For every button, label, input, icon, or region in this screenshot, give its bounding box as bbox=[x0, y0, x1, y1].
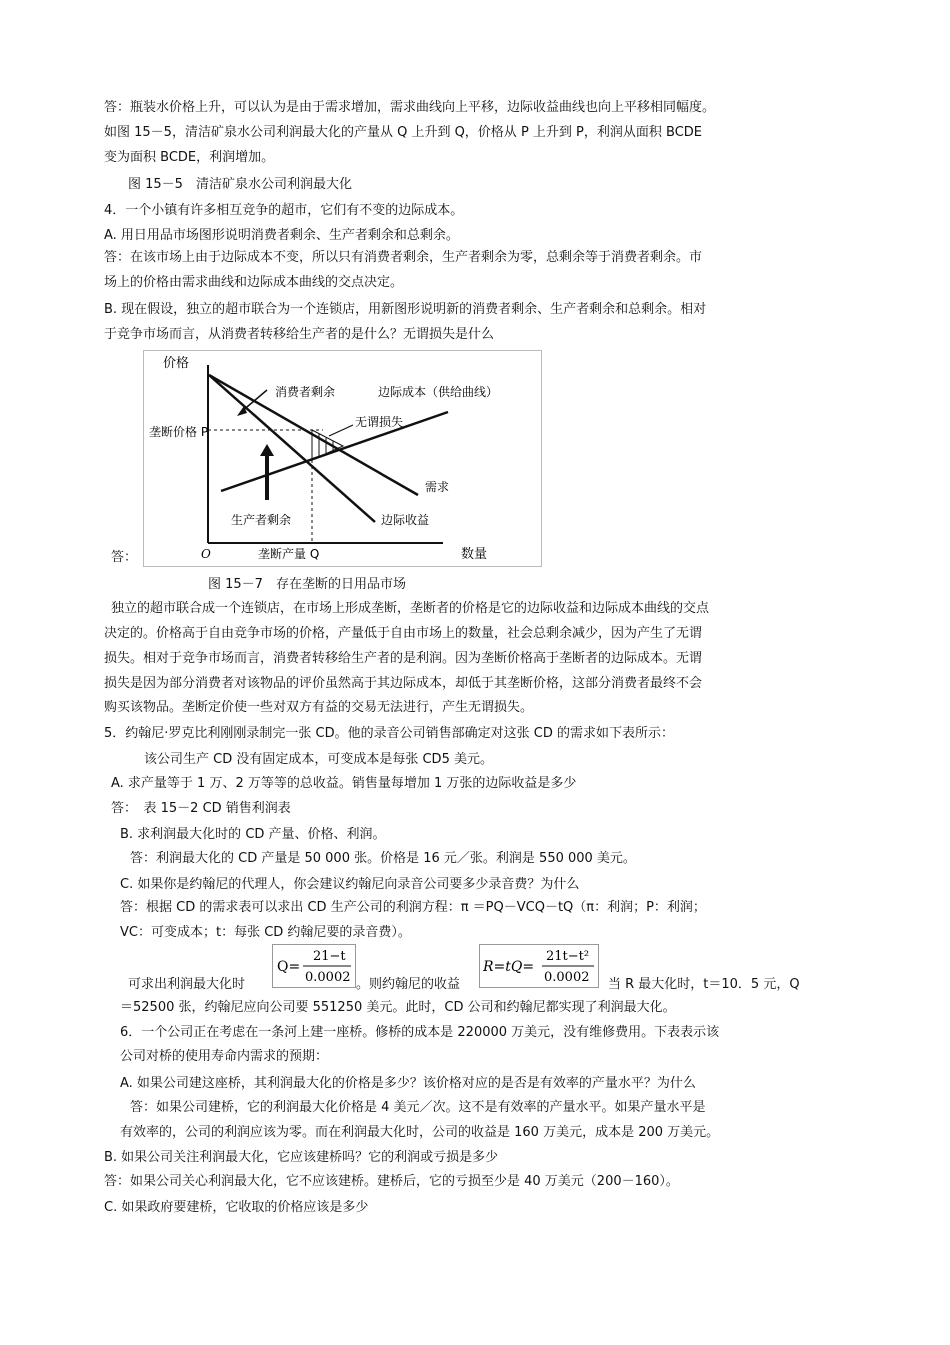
text-line: 。则约翰尼的收益 bbox=[356, 977, 461, 992]
deadweight-loss-label: 无谓损失 bbox=[355, 415, 404, 429]
text-line: 如图 15－5，清洁矿泉水公司利润最大化的产量从 Q 上升到 Q，价格从 P 上升到 P，利润从面积 BCDE bbox=[104, 125, 703, 140]
quantity-formula bbox=[272, 944, 356, 988]
text-line: B. 如果公司关注利润最大化，它应该建桥吗？它的利润或亏损是多少 bbox=[104, 1150, 499, 1165]
text-line: 答：根据 CD 的需求表可以求出 CD 生产公司的利润方程：π ＝PQ－VCQ－tQ（π：利润；P：利润； bbox=[120, 900, 706, 915]
formula-numerator: 21−t bbox=[313, 949, 346, 964]
monopoly-quantity-label: 垄断产量 Q bbox=[258, 547, 320, 561]
text-line: 损失是因为部分消费者对该物品的评价虽然高于其边际成本，却低于其垄断价格，这部分消费者最终不会 bbox=[104, 676, 703, 691]
text-line: B. 现在假设，独立的超市联合为一个连锁店，用新图形说明新的消费者剩余、生产者剩余和总剩余。相对 bbox=[104, 302, 707, 317]
formula-numerator: 21t−t² bbox=[546, 949, 590, 964]
text-line: 可求出利润最大化时 bbox=[128, 977, 246, 992]
figure-border bbox=[144, 351, 542, 567]
question-heading: 5．约翰尼·罗克比利刚刚录制完一张 CD。他的录音公司销售部确定对这张 CD 的需求如下表所示： bbox=[104, 726, 674, 741]
text-line: 损失。相对于竞争市场而言，消费者转移给生产者的是利润。因为垄断价格高于垄断者的边际成本。无谓 bbox=[104, 651, 703, 666]
text-line: A. 用日用品市场图形说明消费者剩余、生产者剩余和总剩余。 bbox=[104, 228, 459, 243]
y-axis-label: 价格 bbox=[163, 356, 190, 371]
producer-surplus-label: 生产者剩余 bbox=[231, 513, 292, 527]
text-line: 独立的超市联合成一个连锁店，在市场上形成垄断，垄断者的价格是它的边际收益和边际成本曲线的交点 bbox=[111, 601, 710, 616]
answer-label: 答： bbox=[111, 550, 138, 565]
text-line: 决定的。价格高于自由竞争市场的价格，产量低于自由市场上的数量，社会总剩余减少，因为产生了无谓 bbox=[104, 626, 703, 641]
text-line: 公司对桥的使用寿命内需求的预期： bbox=[120, 1049, 329, 1064]
text-line: 于竞争市场而言，从消费者转移给生产者的是什么？无谓损失是什么 bbox=[104, 327, 495, 342]
formula-denominator: 0.0002 bbox=[544, 970, 590, 985]
text-line: 答：在该市场上由于边际成本不变，所以只有消费者剩余，生产者剩余为零，总剩余等于消费者剩余。市 bbox=[104, 250, 703, 265]
text-line: ＝52500 张，约翰尼应向公司要 551250 美元。此时，CD 公司和约翰尼都实现了利润最大化。 bbox=[120, 1000, 676, 1015]
text-line: 答：如果公司建桥，它的利润最大化价格是 4 美元／次。这不是有效率的产量水平。如果产量水平是 bbox=[130, 1100, 706, 1115]
text-line: 答： 表 15－2 CD 销售利润表 bbox=[111, 801, 291, 816]
text-line: C. 如果政府要建桥，它收取的价格应该是多少 bbox=[104, 1200, 369, 1215]
text-line: 变为面积 BCDE，利润增加。 bbox=[104, 150, 275, 165]
text-line: B. 求利润最大化时的 CD 产量、价格、利润。 bbox=[120, 827, 386, 842]
monopoly-market-figure bbox=[143, 350, 543, 568]
revenue-formula bbox=[479, 944, 599, 988]
text-line: 答：瓶装水价格上升，可以认为是由于需求增加，需求曲线向上平移，边际收益曲线也向上平移相同幅度。 bbox=[104, 100, 716, 115]
text-line: 场上的价格由需求曲线和边际成本曲线的交点决定。 bbox=[104, 275, 404, 290]
figure-caption: 图 15－7 存在垄断的日用品市场 bbox=[208, 577, 406, 592]
text-line: 有效率的，公司的利润应该为零。而在利润最大化时，公司的收益是 160 万美元，成本是 200 万美元。 bbox=[120, 1125, 720, 1140]
text-line: 答：如果公司关心利润最大化，它不应该建桥。建桥后，它的亏损至少是 40 万美元（200－160）。 bbox=[104, 1174, 679, 1189]
text-line: 答：利润最大化的 CD 产量是 50 000 张。价格是 16 元／张。利润是 550 000 美元。 bbox=[130, 851, 636, 866]
marginal-revenue-label: 边际收益 bbox=[381, 513, 430, 527]
origin-label: O bbox=[201, 547, 211, 561]
consumer-surplus-label: 消费者剩余 bbox=[275, 385, 336, 399]
formula-denominator: 0.0002 bbox=[305, 970, 351, 985]
formula-lhs: R=tQ= bbox=[483, 959, 535, 975]
text-line: 购买该物品。垄断定价使一些对双方有益的交易无法进行，产生无谓损失。 bbox=[104, 700, 534, 715]
monopoly-price-label: 垄断价格 P bbox=[149, 425, 209, 439]
text-line: 该公司生产 CD 没有固定成本，可变成本是每张 CD5 美元。 bbox=[144, 752, 493, 767]
text-line: A. 求产量等于 1 万、2 万等等的总收益。销售量每增加 1 万张的边际收益是多少 bbox=[111, 776, 577, 791]
text-line: VC：可变成本；t：每张 CD 约翰尼要的录音费）。 bbox=[120, 925, 411, 940]
demand-label: 需求 bbox=[425, 480, 450, 494]
question-heading: 6．一个公司正在考虑在一条河上建一座桥。修桥的成本是 220000 万美元，没有维修费用。下表表示该 bbox=[120, 1025, 720, 1040]
figure-caption: 图 15－5 清洁矿泉水公司利润最大化 bbox=[128, 177, 352, 192]
question-heading: 4．一个小镇有许多相互竞争的超市，它们有不变的边际成本。 bbox=[104, 203, 464, 218]
text-line: A. 如果公司建这座桥，其利润最大化的价格是多少？该价格对应的是否是有效率的产量水平？为什么 bbox=[120, 1076, 696, 1091]
formula-lhs: Q= bbox=[277, 959, 301, 975]
marginal-cost-label: 边际成本（供给曲线） bbox=[378, 385, 499, 399]
text-line: C. 如果你是约翰尼的代理人，你会建议约翰尼向录音公司要多少录音费？为什么 bbox=[120, 877, 580, 892]
text-line: 当 R 最大化时，t＝10．5 元，Q bbox=[608, 977, 800, 992]
x-axis-label: 数量 bbox=[461, 547, 488, 562]
